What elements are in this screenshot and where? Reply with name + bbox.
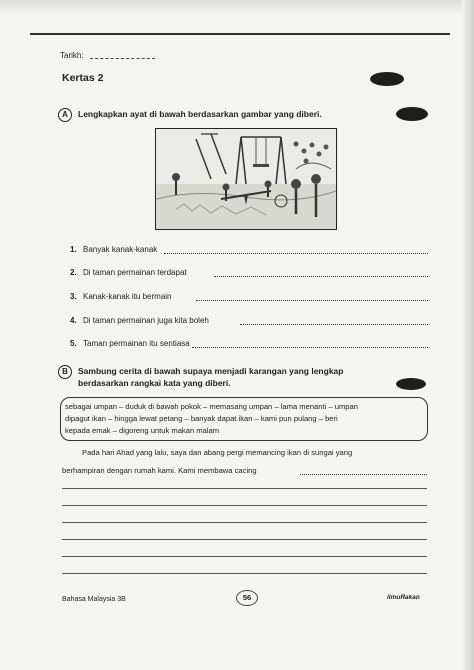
answer-line-2[interactable] [214,276,428,277]
section-b-instruction-line-1: Sambung cerita di bawah supaya menjadi karangan yang lengkap [78,366,344,376]
answer-line-5[interactable] [192,347,428,348]
footer-subject: Bahasa Malaysia 3B [62,596,126,603]
question-2 [70,268,187,277]
passage-line-1: Pada hari Ahad yang lalu, saya dan abang pergi memancing ikan di sungai yang [82,448,353,457]
answer-line-3[interactable] [196,300,428,301]
question-text: Taman permainan itu sentiasa [83,339,190,348]
question-5 [70,339,190,348]
writing-line[interactable] [62,505,427,506]
writing-line[interactable] [62,556,427,557]
playground-illustration [155,128,337,230]
word-box-line-2: dipagut ikan – hingga lewat petang – banyak dapat ikan – kami pun pulang – beri [65,414,338,423]
word-box-line-1: sebagai umpan – duduk di bawah pokok – memasang umpan – lama menanti – umpan [65,402,358,411]
score-badge [370,72,404,86]
question-text: Banyak kanak-kanak [83,245,158,254]
page-edge-shadow [462,0,474,670]
question-text: Di taman permainan terdapat [83,268,187,277]
question-1 [70,245,157,254]
question-number: 2. [70,268,77,277]
date-label: Tarikh: [60,51,84,60]
publisher-logo: ilmuRakan [387,594,420,601]
paper-title: Kertas 2 [62,72,104,84]
word-box [60,397,428,441]
top-rule [30,33,450,35]
question-number: 4. [70,316,77,325]
section-a-marker: A [58,108,72,122]
answer-line-1[interactable] [164,253,428,254]
section-a-instruction: Lengkapkan ayat di bawah berdasarkan gambar yang diberi. [78,109,322,119]
playground-drawing [156,129,336,229]
writing-line[interactable] [62,573,427,574]
question-3 [70,292,172,301]
question-number: 3. [70,292,77,301]
question-number: 5. [70,339,77,348]
writing-line[interactable] [62,522,427,523]
question-text: Di taman permainan juga kita boleh [83,316,209,325]
section-b-instruction-line-2: berdasarkan rangkai kata yang diberi. [78,378,231,388]
section-b-badge [396,378,426,390]
passage-line-2: berhampiran dengan rumah kami. Kami membawa cacing [62,466,257,475]
word-box-line-3: kepada emak – digoreng untuk makan malam [65,426,220,435]
answer-line-4[interactable] [240,324,428,325]
page-number: 56 [236,590,258,606]
question-number: 1. [70,245,77,254]
scan-shadow [0,0,474,14]
writing-line[interactable] [62,539,427,540]
date-blank-line [90,58,155,59]
passage-continue-line[interactable] [300,474,427,475]
writing-line[interactable] [62,488,427,489]
section-b-marker: B [58,365,72,379]
section-a-badge [396,107,428,121]
question-text: Kanak-kanak itu bermain [83,292,172,301]
question-4 [70,316,209,325]
